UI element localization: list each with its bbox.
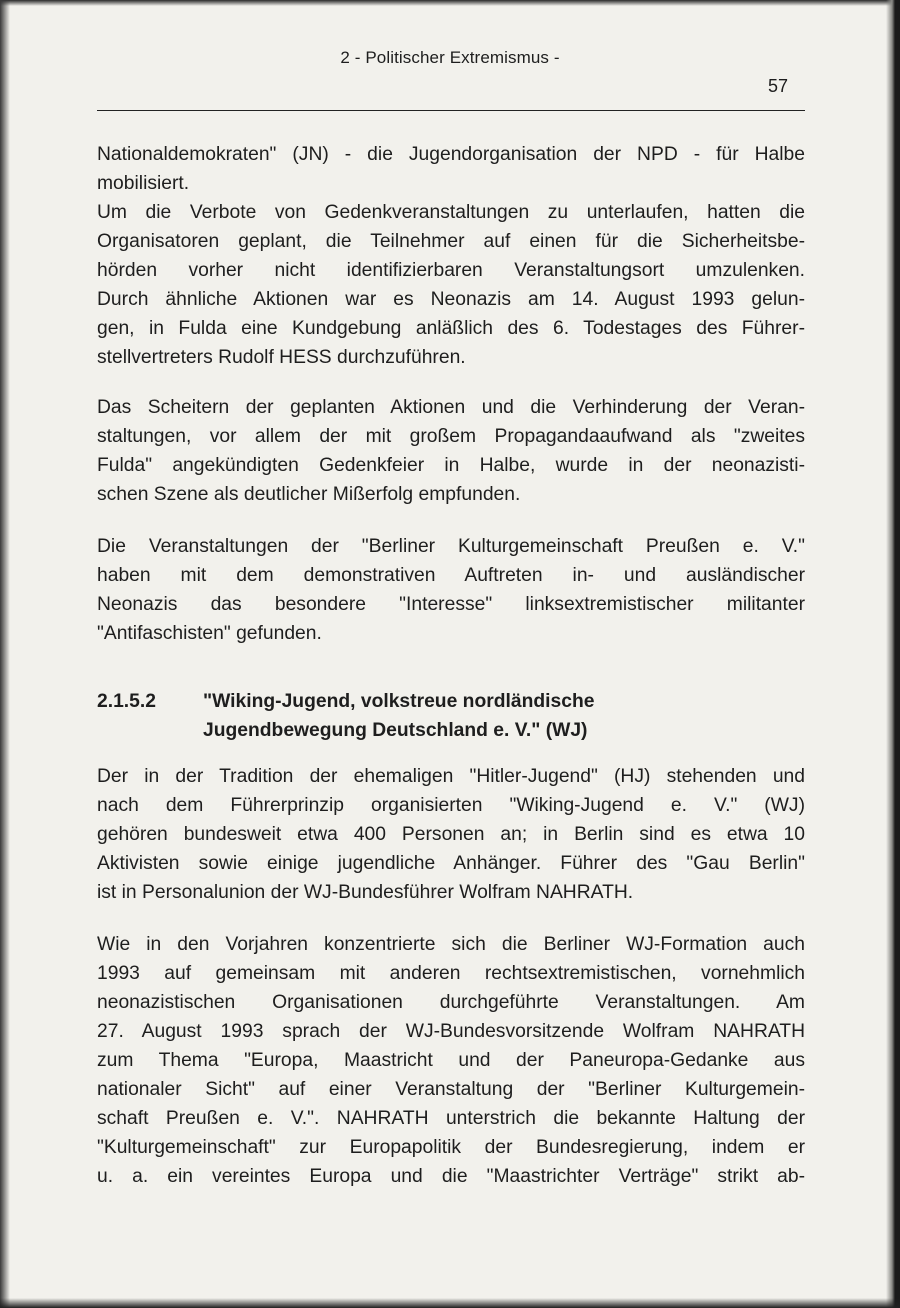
text-line: mobilisiert. <box>97 173 190 194</box>
text-line: Wie in den Vorjahren konzentrierte sich die Berliner WJ-Formation auch <box>97 934 805 955</box>
section-number: 2.1.5.2 <box>97 691 156 712</box>
text-line: Organisatoren geplant, die Teilnehmer auf einen für die Sicherheitsbe- <box>97 231 805 252</box>
text-line: Fulda" angekündigten Gedenkfeier in Halbe, wurde in der neonazisti- <box>97 455 805 476</box>
paragraph-verbote <box>97 198 805 372</box>
text-line: Aktivisten sowie einige jugendliche Anhänger. Führer des "Gau Berlin" <box>97 853 805 874</box>
text-line: "Antifaschisten" gefunden. <box>97 623 322 644</box>
text-line: Die Veranstaltungen der "Berliner Kulturgemeinschaft Preußen e. V." <box>97 536 805 557</box>
text-line: schen Szene als deutlicher Mißerfolg empfunden. <box>97 484 521 505</box>
text-line: Um die Verbote von Gedenkveranstaltungen zu unterlaufen, hatten die <box>97 202 805 223</box>
text-line: hörden vorher nicht identifizierbaren Veranstaltungsort umzulenken. <box>97 260 805 281</box>
text-line: 27. August 1993 sprach der WJ-Bundesvorsitzende Wolfram NAHRATH <box>97 1021 805 1042</box>
text-line: nationaler Sicht" auf einer Veranstaltung der "Berliner Kulturgemein- <box>97 1079 805 1100</box>
text-line: stellvertreters Rudolf HESS durchzuführen. <box>97 347 466 368</box>
text-line: "Kulturgemeinschaft" zur Europapolitik der Bundesregierung, indem er <box>97 1137 805 1158</box>
text-line: Nationaldemokraten" (JN) - die Jugendorganisation der NPD - für Halbe <box>97 144 805 165</box>
paragraph-kulturgemeinschaft <box>97 532 805 648</box>
paragraph-vorjahren <box>97 930 805 1191</box>
scan-edge-bottom <box>0 1298 900 1308</box>
text-line: nach dem Führerprinzip organisierten "Wiking-Jugend e. V." (WJ) <box>97 795 805 816</box>
running-head: 2 - Politischer Extremismus - <box>340 48 560 67</box>
text-line: 1993 auf gemeinsam mit anderen rechtsextremistischen, vornehmlich <box>97 963 805 984</box>
scan-edge-top <box>0 0 900 6</box>
text-line: Neonazis das besondere "Interesse" linksextremistischer militanter <box>97 594 805 615</box>
paragraph-wiking-jugend <box>97 762 805 907</box>
text-line: neonazistischen Organisationen durchgeführte Veranstaltungen. Am <box>97 992 805 1013</box>
text-line: zum Thema "Europa, Maastricht und der Paneuropa-Gedanke aus <box>97 1050 805 1071</box>
paragraph-jn-mobilisation <box>97 140 805 198</box>
text-line: haben mit dem demonstrativen Auftreten in- und ausländischer <box>97 565 805 586</box>
text-line: staltungen, vor allem der mit großem Propagandaaufwand als "zweites <box>97 426 805 447</box>
text-line: Das Scheitern der geplanten Aktionen und die Verhinderung der Veran- <box>97 397 805 418</box>
text-line: Der in der Tradition der ehemaligen "Hitler-Jugend" (HJ) stehenden und <box>97 766 805 787</box>
text-line: gen, in Fulda eine Kundgebung anläßlich des 6. Todestages des Führer- <box>97 318 805 339</box>
scan-edge-right <box>886 0 900 1308</box>
text-line: ist in Personalunion der WJ-Bundesführer Wolfram NAHRATH. <box>97 882 634 903</box>
text-line: Durch ähnliche Aktionen war es Neonazis am 14. August 1993 gelun- <box>97 289 805 310</box>
paragraph-scheitern <box>97 393 805 509</box>
text-line: gehören bundesweit etwa 400 Personen an; in Berlin sind es etwa 10 <box>97 824 805 845</box>
text-line: u. a. ein vereintes Europa und die "Maastrichter Verträge" strikt ab- <box>97 1166 805 1187</box>
page-number: 57 <box>768 76 789 96</box>
section-title-line: "Wiking-Jugend, volkstreue nordländische <box>203 691 595 712</box>
header-rule <box>97 110 805 111</box>
text-line: schaft Preußen e. V.". NAHRATH unterstrich die bekannte Haltung der <box>97 1108 805 1129</box>
scan-edge-left <box>0 0 10 1308</box>
section-title-line: Jugendbewegung Deutschland e. V." (WJ) <box>203 720 588 741</box>
